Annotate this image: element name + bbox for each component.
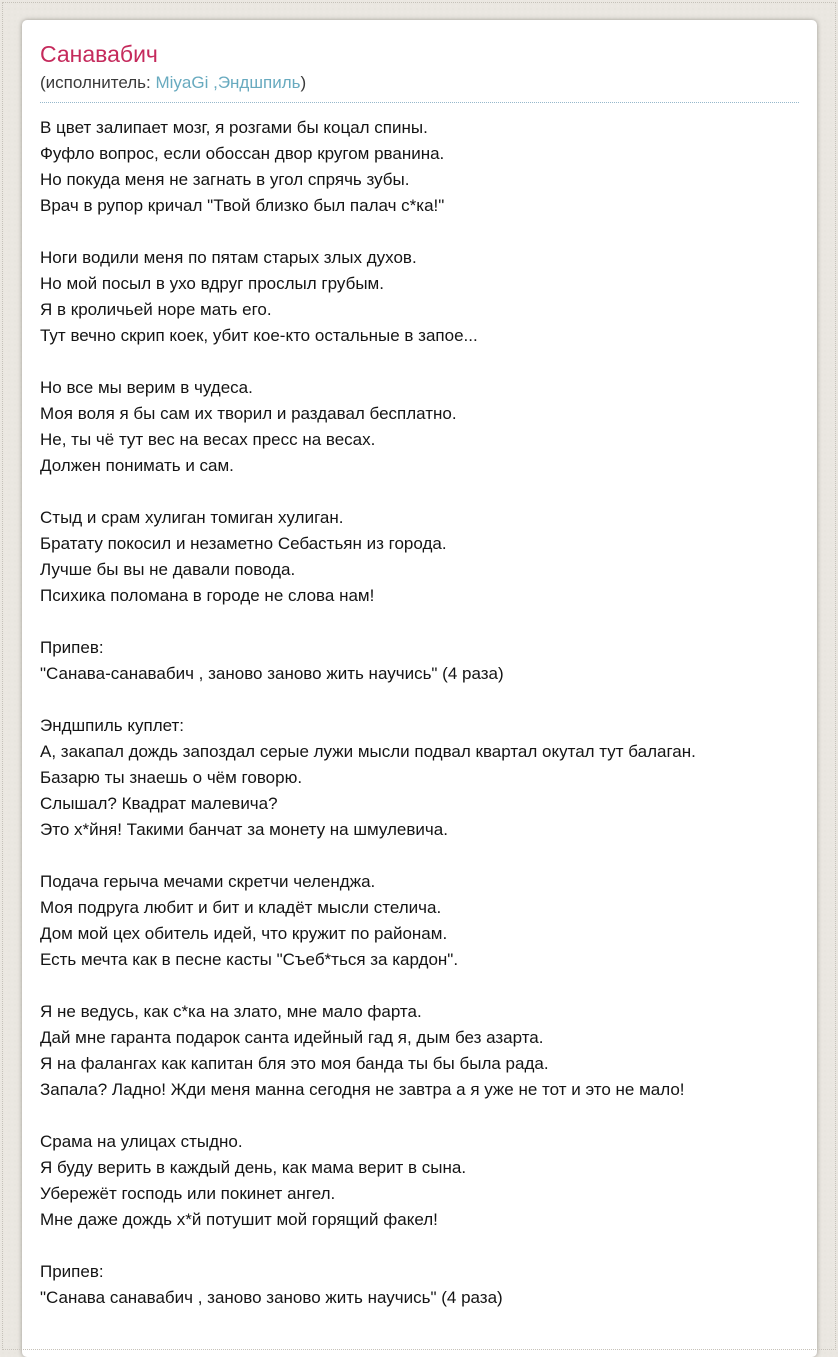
lyric-line: Но все мы верим в чудеса. <box>40 378 253 397</box>
lyric-line: Слышал? Квадрат малевича? <box>40 794 278 813</box>
lyric-line: Моя подруга любит и бит и кладёт мысли стелича. <box>40 898 442 917</box>
lyric-line: Припев: <box>40 1262 104 1281</box>
stanza <box>40 999 799 1103</box>
stanza <box>40 713 799 843</box>
lyric-line: Я в кроличьей норе мать его. <box>40 300 272 319</box>
lyric-line: Тут вечно скрип коек, убит кое-кто остальные в запое... <box>40 326 478 345</box>
lyric-line: Фуфло вопрос, если обоссан двор кругом рванина. <box>40 144 445 163</box>
lyric-line: Но мой посыл в ухо вдруг прослыл грубым. <box>40 274 384 293</box>
lyric-line: Срама на улицах стыдно. <box>40 1132 243 1151</box>
lyric-line: Психика поломана в городе не слова нам! <box>40 586 375 605</box>
lyric-line: Припев: <box>40 638 104 657</box>
stanza <box>40 115 799 219</box>
lyric-line: Мне даже дождь х*й потушит мой горящий факел! <box>40 1210 438 1229</box>
stanza <box>40 245 799 349</box>
lyric-line: Эндшпиль куплет: <box>40 716 185 735</box>
lyric-line: А, закапал дождь запоздал серые лужи мысли подвал квартал окутал тут балаган. <box>40 742 696 761</box>
lyric-line: Я на фалангах как капитан бля это моя банда ты бы была рада. <box>40 1054 549 1073</box>
lyric-line: Врач в рупор кричал "Твой близко был палач с*ка!" <box>40 196 445 215</box>
lyric-line: В цвет залипает мозг, я розгами бы коцал спины. <box>40 118 428 137</box>
lyric-line: Лучше бы вы не давали повода. <box>40 560 296 579</box>
lyric-line: Но покуда меня не загнать в угол спрячь зубы. <box>40 170 410 189</box>
stanza <box>40 635 799 687</box>
artist-link[interactable]: Эндшпиль <box>217 73 301 92</box>
lyric-line: Есть мечта как в песне касты "Съеб*ться за кардон". <box>40 950 459 969</box>
artist-line <box>40 72 799 103</box>
lyric-line: Это х*йня! Такими банчат за монету на шмулевича. <box>40 820 448 839</box>
lyric-line: Моя воля я бы сам их творил и раздавал бесплатно. <box>40 404 457 423</box>
stanza <box>40 375 799 479</box>
lyric-line: Базарю ты знаешь о чём говорю. <box>40 768 303 787</box>
lyric-line: Дай мне гаранта подарок санта идейный гад я, дым без азарта. <box>40 1028 544 1047</box>
lyrics <box>40 115 799 1311</box>
stanza <box>40 505 799 609</box>
stanza <box>40 1129 799 1233</box>
lyric-line: Дом мой цех обитель идей, что кружит по районам. <box>40 924 448 943</box>
stanza <box>40 869 799 973</box>
lyric-line: Я буду верить в каждый день, как мама верит в сына. <box>40 1158 467 1177</box>
lyric-line: Убережёт господь или покинет ангел. <box>40 1184 336 1203</box>
artist-line-close: ) <box>300 73 307 92</box>
lyric-line: Не, ты чё тут вес на весах пресс на весах. <box>40 430 376 449</box>
artist-link[interactable]: MiyaGi <box>155 73 209 92</box>
lyric-line: Запала? Ладно! Жди меня манна сегодня не завтра а я уже не тот и это не мало! <box>40 1080 685 1099</box>
stanza <box>40 1259 799 1311</box>
song-title: Санавабич <box>40 41 158 67</box>
lyric-line: Братату покосил и незаметно Себастьян из города. <box>40 534 447 553</box>
performer-label: (исполнитель: <box>40 73 156 92</box>
lyric-line: Подача герыча мечами скретчи челенджа. <box>40 872 376 891</box>
lyric-line: Ноги водили меня по пятам старых злых духов. <box>40 248 417 267</box>
lyric-line: Должен понимать и сам. <box>40 456 234 475</box>
lyric-line: "Санава санавабич , заново заново жить научись" (4 раза) <box>40 1288 503 1307</box>
lyrics-card <box>22 20 817 1357</box>
lyric-line: Я не ведусь, как с*ка на злато, мне мало фарта. <box>40 1002 422 1021</box>
lyric-line: "Санава-санавабич , заново заново жить научись" (4 раза) <box>40 664 504 683</box>
lyric-line: Стыд и срам хулиган томиган хулиган. <box>40 508 344 527</box>
artist-links <box>155 73 300 92</box>
artist-separator: , <box>208 73 218 92</box>
